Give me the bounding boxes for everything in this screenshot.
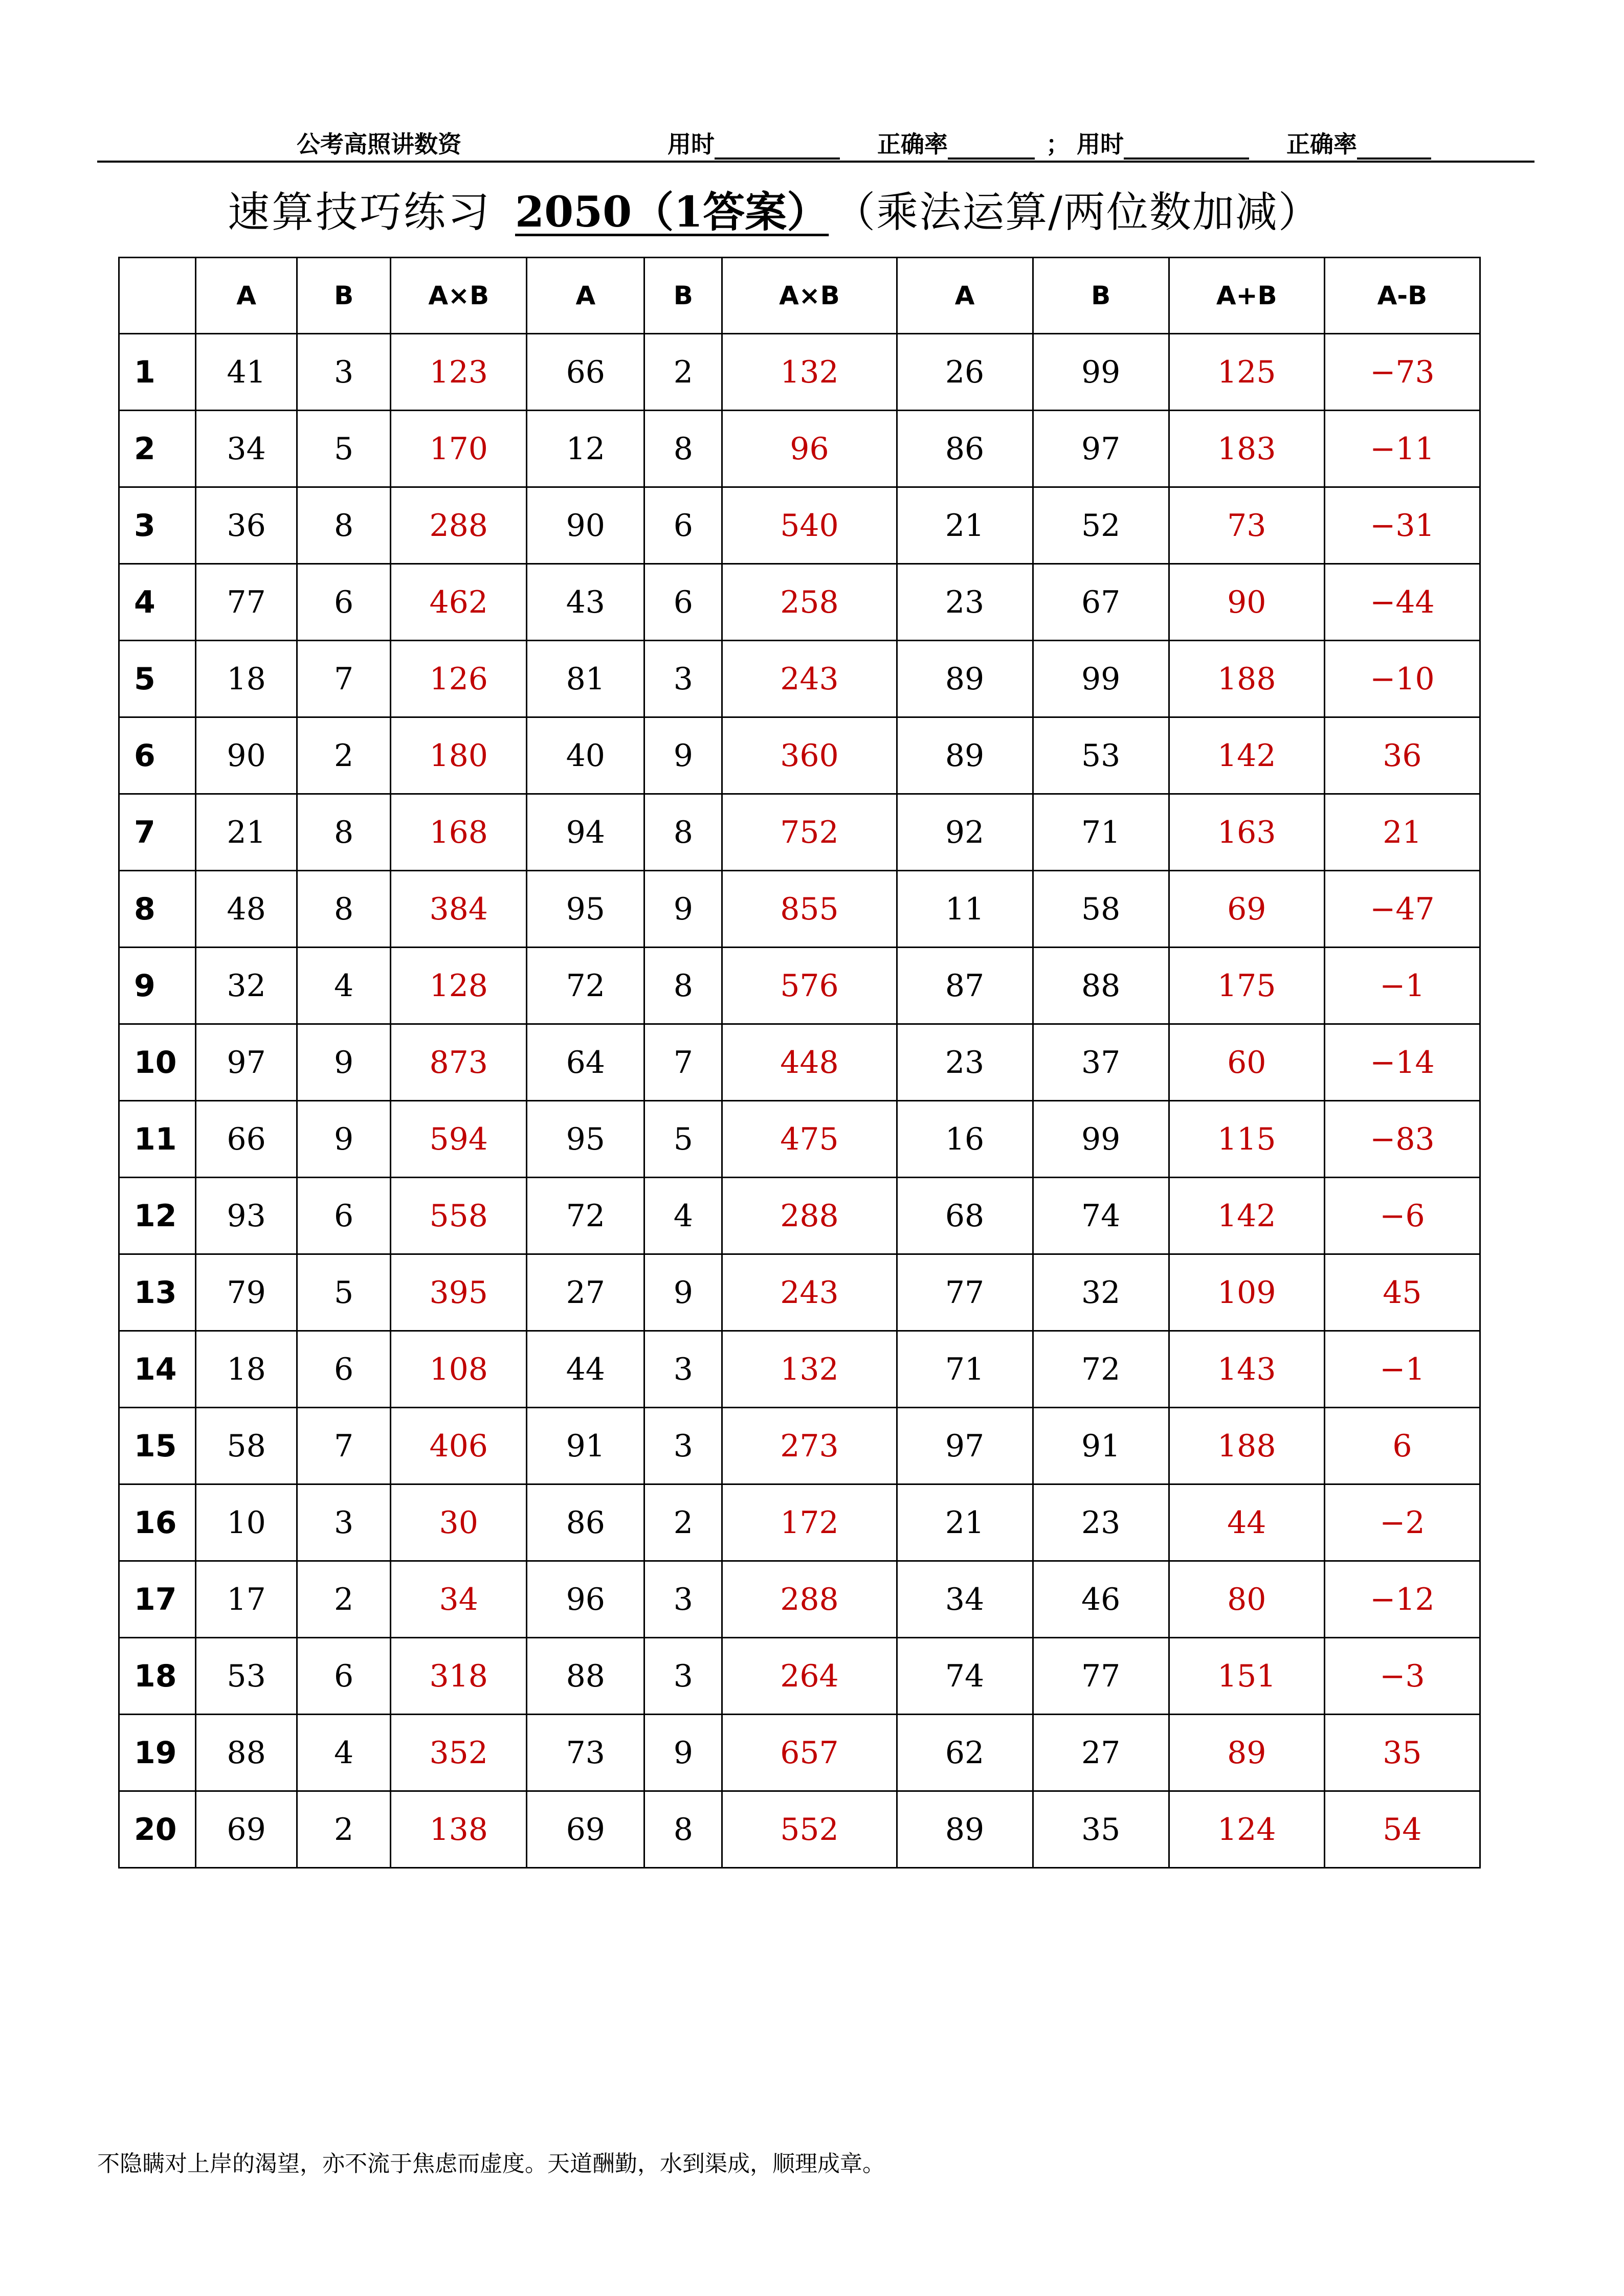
header-divider [97, 161, 1534, 163]
operand-cell: 36 [196, 487, 297, 564]
operand-cell: 32 [1033, 1254, 1169, 1331]
answer-cell: 109 [1169, 1254, 1324, 1331]
operand-cell: 79 [196, 1254, 297, 1331]
answer-cell: 69 [1169, 871, 1324, 948]
accuracy-blank-1[interactable] [948, 136, 1035, 160]
operand-cell: 23 [897, 1024, 1033, 1101]
answer-cell: 188 [1169, 641, 1324, 717]
operand-cell: 53 [196, 1638, 297, 1715]
answer-cell: 395 [391, 1254, 527, 1331]
row-index: 6 [119, 717, 196, 794]
operand-cell: 9 [297, 1101, 391, 1178]
answer-cell: 188 [1169, 1408, 1324, 1484]
column-header-index [119, 258, 196, 334]
column-header: B [1033, 258, 1169, 334]
operand-cell: 88 [527, 1638, 644, 1715]
operand-cell: 71 [897, 1331, 1033, 1408]
answer-cell: 243 [722, 641, 897, 717]
column-header: A×B [722, 258, 897, 334]
operand-cell: 41 [196, 334, 297, 411]
answer-cell: 288 [722, 1561, 897, 1638]
operand-cell: 2 [297, 717, 391, 794]
operand-cell: 69 [196, 1791, 297, 1868]
answer-cell: 264 [722, 1638, 897, 1715]
answer-cell: 151 [1169, 1638, 1324, 1715]
operand-cell: 9 [644, 1715, 722, 1791]
operand-cell: 16 [897, 1101, 1033, 1178]
operand-cell: 27 [527, 1254, 644, 1331]
answer-cell: 168 [391, 794, 527, 871]
page-header [97, 118, 1555, 164]
operand-cell: 92 [897, 794, 1033, 871]
answer-cell: 123 [391, 334, 527, 411]
answer-cell: 180 [391, 717, 527, 794]
answer-cell: 552 [722, 1791, 897, 1868]
operand-cell: 48 [196, 871, 297, 948]
time-field-1 [668, 126, 840, 160]
operand-cell: 66 [527, 334, 644, 411]
answer-cell: 462 [391, 564, 527, 641]
operand-cell: 90 [527, 487, 644, 564]
table-row [119, 1638, 1480, 1715]
table-row [119, 1408, 1480, 1484]
answer-cell: −6 [1324, 1178, 1480, 1254]
answer-cell: 183 [1169, 411, 1324, 487]
operand-cell: 9 [297, 1024, 391, 1101]
table-row [119, 717, 1480, 794]
operand-cell: 89 [897, 717, 1033, 794]
operand-cell: 71 [1033, 794, 1169, 871]
operand-cell: 6 [297, 564, 391, 641]
operand-cell: 6 [297, 1178, 391, 1254]
answer-cell: −31 [1324, 487, 1480, 564]
operand-cell: 2 [644, 1484, 722, 1561]
operand-cell: 96 [527, 1561, 644, 1638]
row-index: 12 [119, 1178, 196, 1254]
operand-cell: 86 [897, 411, 1033, 487]
answer-cell: 448 [722, 1024, 897, 1101]
answer-cell: 243 [722, 1254, 897, 1331]
operand-cell: 5 [644, 1101, 722, 1178]
time-field-2 [1077, 126, 1249, 160]
operand-cell: 6 [644, 487, 722, 564]
table-row [119, 794, 1480, 871]
operand-cell: 89 [897, 641, 1033, 717]
table-row [119, 1484, 1480, 1561]
answer-cell: −44 [1324, 564, 1480, 641]
answer-cell: 576 [722, 948, 897, 1024]
answer-cell: 143 [1169, 1331, 1324, 1408]
operand-cell: 94 [527, 794, 644, 871]
table-row [119, 871, 1480, 948]
answer-cell: 132 [722, 1331, 897, 1408]
row-index: 2 [119, 411, 196, 487]
answer-cell: 30 [391, 1484, 527, 1561]
operand-cell: 95 [527, 1101, 644, 1178]
answer-cell: −10 [1324, 641, 1480, 717]
answer-cell: 115 [1169, 1101, 1324, 1178]
operand-cell: 7 [297, 1408, 391, 1484]
operand-cell: 4 [297, 948, 391, 1024]
operand-cell: 3 [644, 641, 722, 717]
operand-cell: 69 [527, 1791, 644, 1868]
answer-cell: 45 [1324, 1254, 1480, 1331]
answer-cell: −2 [1324, 1484, 1480, 1561]
answer-cell: 35 [1324, 1715, 1480, 1791]
operand-cell: 21 [196, 794, 297, 871]
row-index: 7 [119, 794, 196, 871]
operand-cell: 4 [297, 1715, 391, 1791]
row-index: 4 [119, 564, 196, 641]
operand-cell: 6 [644, 564, 722, 641]
row-index: 8 [119, 871, 196, 948]
operand-cell: 68 [897, 1178, 1033, 1254]
time-label-2: 用时 [1077, 130, 1124, 158]
operand-cell: 8 [644, 411, 722, 487]
row-index: 5 [119, 641, 196, 717]
operand-cell: 73 [527, 1715, 644, 1791]
operand-cell: 9 [644, 717, 722, 794]
answer-cell: −1 [1324, 1331, 1480, 1408]
operand-cell: 8 [297, 794, 391, 871]
table-row [119, 1561, 1480, 1638]
operand-cell: 99 [1033, 641, 1169, 717]
answer-cell: 125 [1169, 334, 1324, 411]
operand-cell: 99 [1033, 1101, 1169, 1178]
operand-cell: 5 [297, 411, 391, 487]
operand-cell: 21 [897, 487, 1033, 564]
operand-cell: 18 [196, 1331, 297, 1408]
operand-cell: 4 [644, 1178, 722, 1254]
answer-cell: 406 [391, 1408, 527, 1484]
operand-cell: 2 [297, 1791, 391, 1868]
operand-cell: 8 [297, 871, 391, 948]
operand-cell: 62 [897, 1715, 1033, 1791]
table-row [119, 334, 1480, 411]
operand-cell: 3 [644, 1561, 722, 1638]
answer-cell: 96 [722, 411, 897, 487]
accuracy-field-1 [877, 126, 1035, 160]
operand-cell: 74 [897, 1638, 1033, 1715]
answer-cell: 558 [391, 1178, 527, 1254]
column-header: A+B [1169, 258, 1324, 334]
operand-cell: 58 [1033, 871, 1169, 948]
row-index: 11 [119, 1101, 196, 1178]
answer-cell: 6 [1324, 1408, 1480, 1484]
operand-cell: 2 [644, 334, 722, 411]
operand-cell: 66 [196, 1101, 297, 1178]
answer-cell: 138 [391, 1791, 527, 1868]
table-row [119, 641, 1480, 717]
operand-cell: 97 [897, 1408, 1033, 1484]
table-row [119, 564, 1480, 641]
operand-cell: 18 [196, 641, 297, 717]
operand-cell: 77 [1033, 1638, 1169, 1715]
operand-cell: 88 [1033, 948, 1169, 1024]
operand-cell: 44 [527, 1331, 644, 1408]
operand-cell: 3 [644, 1331, 722, 1408]
answer-cell: 873 [391, 1024, 527, 1101]
answer-cell: −12 [1324, 1561, 1480, 1638]
answer-cell: 34 [391, 1561, 527, 1638]
time-blank-1[interactable] [715, 136, 840, 160]
answer-cell: −1 [1324, 948, 1480, 1024]
operand-cell: 26 [897, 334, 1033, 411]
operand-cell: 8 [297, 487, 391, 564]
table-row [119, 1331, 1480, 1408]
operand-cell: 40 [527, 717, 644, 794]
row-index: 18 [119, 1638, 196, 1715]
title-main: 速算技巧练习 [228, 188, 492, 237]
operand-cell: 3 [297, 334, 391, 411]
table-row [119, 411, 1480, 487]
answer-cell: 384 [391, 871, 527, 948]
time-label-1: 用时 [668, 130, 715, 158]
answer-cell: 126 [391, 641, 527, 717]
row-index: 14 [119, 1331, 196, 1408]
row-index: 9 [119, 948, 196, 1024]
operand-cell: 6 [297, 1331, 391, 1408]
operand-cell: 8 [644, 794, 722, 871]
answer-cell: −3 [1324, 1638, 1480, 1715]
operand-cell: 53 [1033, 717, 1169, 794]
table-row [119, 1101, 1480, 1178]
table-row [119, 1178, 1480, 1254]
operand-cell: 67 [1033, 564, 1169, 641]
column-header: A×B [391, 258, 527, 334]
practice-table [118, 257, 1481, 1869]
answer-cell: 128 [391, 948, 527, 1024]
answer-cell: 475 [722, 1101, 897, 1178]
row-index: 10 [119, 1024, 196, 1101]
operand-cell: 3 [297, 1484, 391, 1561]
title-number: 2050（1答案） [515, 188, 829, 237]
operand-cell: 23 [1033, 1484, 1169, 1561]
answer-cell: 36 [1324, 717, 1480, 794]
table-row [119, 1254, 1480, 1331]
table-row [119, 948, 1480, 1024]
operand-cell: 3 [644, 1638, 722, 1715]
answer-cell: 163 [1169, 794, 1324, 871]
operand-cell: 34 [196, 411, 297, 487]
operand-cell: 99 [1033, 334, 1169, 411]
accuracy-label-1: 正确率 [877, 130, 948, 158]
operand-cell: 35 [1033, 1791, 1169, 1868]
operand-cell: 87 [897, 948, 1033, 1024]
operand-cell: 10 [196, 1484, 297, 1561]
accuracy-blank-2[interactable] [1357, 136, 1431, 160]
operand-cell: 17 [196, 1561, 297, 1638]
header-separator: ； [1046, 130, 1070, 158]
operand-cell: 72 [527, 1178, 644, 1254]
operand-cell: 88 [196, 1715, 297, 1791]
operand-cell: 72 [1033, 1331, 1169, 1408]
row-index: 20 [119, 1791, 196, 1868]
answer-cell: 89 [1169, 1715, 1324, 1791]
operand-cell: 3 [644, 1408, 722, 1484]
table-header-row [119, 258, 1480, 334]
operand-cell: 74 [1033, 1178, 1169, 1254]
operand-cell: 2 [297, 1561, 391, 1638]
answer-cell: 175 [1169, 948, 1324, 1024]
accuracy-field-2 [1286, 126, 1431, 160]
answer-cell: 60 [1169, 1024, 1324, 1101]
answer-cell: 90 [1169, 564, 1324, 641]
table-body [119, 334, 1480, 1868]
answer-cell: 318 [391, 1638, 527, 1715]
operand-cell: 97 [196, 1024, 297, 1101]
accuracy-label-2: 正确率 [1286, 130, 1357, 158]
operand-cell: 11 [897, 871, 1033, 948]
operand-cell: 7 [297, 641, 391, 717]
operand-cell: 43 [527, 564, 644, 641]
operand-cell: 12 [527, 411, 644, 487]
source-label: 公考高照讲数资 [297, 130, 461, 158]
operand-cell: 34 [897, 1561, 1033, 1638]
operand-cell: 77 [897, 1254, 1033, 1331]
column-header: A [196, 258, 297, 334]
operand-cell: 23 [897, 564, 1033, 641]
row-index: 1 [119, 334, 196, 411]
row-index: 13 [119, 1254, 196, 1331]
answer-cell: 142 [1169, 717, 1324, 794]
operand-cell: 91 [527, 1408, 644, 1484]
operand-cell: 95 [527, 871, 644, 948]
row-index: 15 [119, 1408, 196, 1484]
operand-cell: 52 [1033, 487, 1169, 564]
operand-cell: 97 [1033, 411, 1169, 487]
footer-quote: 不隐瞒对上岸的渴望，亦不流于焦虑而虚度。天道酬勤，水到渠成，顺理成章。 [97, 2151, 885, 2177]
table-row [119, 1791, 1480, 1868]
row-index: 19 [119, 1715, 196, 1791]
operand-cell: 27 [1033, 1715, 1169, 1791]
row-index: 3 [119, 487, 196, 564]
operand-cell: 93 [196, 1178, 297, 1254]
answer-cell: 54 [1324, 1791, 1480, 1868]
answer-cell: 44 [1169, 1484, 1324, 1561]
answer-cell: −73 [1324, 334, 1480, 411]
title-subtitle: （乘法运算/两位数加减） [854, 188, 1321, 237]
answer-cell: 73 [1169, 487, 1324, 564]
answer-cell: 855 [722, 871, 897, 948]
operand-cell: 8 [644, 948, 722, 1024]
answer-cell: 657 [722, 1715, 897, 1791]
answer-cell: 352 [391, 1715, 527, 1791]
answer-cell: 132 [722, 334, 897, 411]
answer-cell: 172 [722, 1484, 897, 1561]
answer-cell: 124 [1169, 1791, 1324, 1868]
answer-cell: 288 [722, 1178, 897, 1254]
column-header: A-B [1324, 258, 1480, 334]
operand-cell: 72 [527, 948, 644, 1024]
table-row [119, 487, 1480, 564]
column-header: A [897, 258, 1033, 334]
answer-cell: 540 [722, 487, 897, 564]
answer-cell: 360 [722, 717, 897, 794]
column-header: A [527, 258, 644, 334]
operand-cell: 91 [1033, 1408, 1169, 1484]
row-index: 17 [119, 1561, 196, 1638]
table-row [119, 1024, 1480, 1101]
operand-cell: 64 [527, 1024, 644, 1101]
answer-cell: 21 [1324, 794, 1480, 871]
operand-cell: 86 [527, 1484, 644, 1561]
operand-cell: 32 [196, 948, 297, 1024]
operand-cell: 7 [644, 1024, 722, 1101]
answer-cell: −47 [1324, 871, 1480, 948]
operand-cell: 90 [196, 717, 297, 794]
page-title [228, 179, 1455, 240]
answer-cell: 288 [391, 487, 527, 564]
operand-cell: 77 [196, 564, 297, 641]
time-blank-2[interactable] [1124, 136, 1249, 160]
answer-cell: 170 [391, 411, 527, 487]
answer-cell: 108 [391, 1331, 527, 1408]
answer-cell: −14 [1324, 1024, 1480, 1101]
operand-cell: 8 [644, 1791, 722, 1868]
operand-cell: 5 [297, 1254, 391, 1331]
operand-cell: 21 [897, 1484, 1033, 1561]
answer-cell: −83 [1324, 1101, 1480, 1178]
column-header: B [297, 258, 391, 334]
operand-cell: 89 [897, 1791, 1033, 1868]
answer-cell: 594 [391, 1101, 527, 1178]
operand-cell: 9 [644, 871, 722, 948]
operand-cell: 9 [644, 1254, 722, 1331]
answer-cell: 752 [722, 794, 897, 871]
operand-cell: 37 [1033, 1024, 1169, 1101]
answer-cell: 258 [722, 564, 897, 641]
operand-cell: 46 [1033, 1561, 1169, 1638]
row-index: 16 [119, 1484, 196, 1561]
answer-cell: −11 [1324, 411, 1480, 487]
operand-cell: 58 [196, 1408, 297, 1484]
table-row [119, 1715, 1480, 1791]
answer-cell: 142 [1169, 1178, 1324, 1254]
answer-cell: 80 [1169, 1561, 1324, 1638]
answer-cell: 273 [722, 1408, 897, 1484]
operand-cell: 81 [527, 641, 644, 717]
operand-cell: 6 [297, 1638, 391, 1715]
column-header: B [644, 258, 722, 334]
